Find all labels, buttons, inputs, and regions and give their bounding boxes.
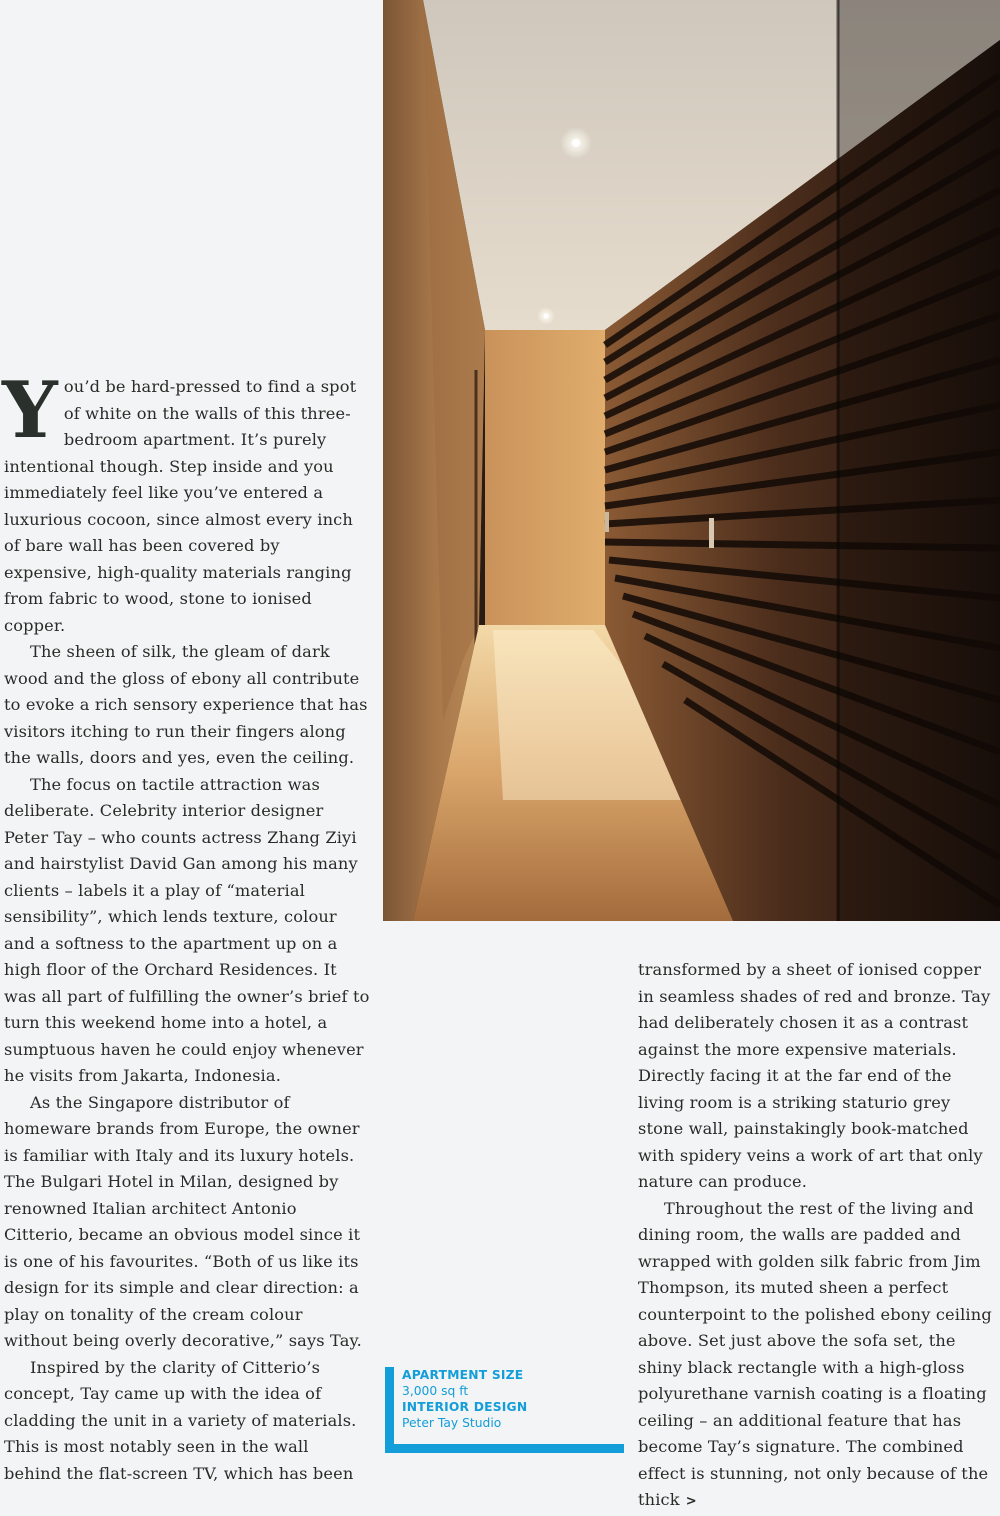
article-column-right	[638, 957, 1000, 1516]
apartment-size-value: 3,000 sq ft	[402, 1384, 469, 1398]
interior-design-value: Peter Tay Studio	[402, 1416, 502, 1430]
paragraph-1-text: ou’d be hard-pressed to find a spot of white on the walls of this three-bedroom apartment. It’s purely intentional though. Step inside and you immediately feel like you’ve entered a luxurious cocoon, since almost every inch of bare wall has been covered by expensive, high-quality materials ranging from fabric to wood, stone to ionised copper.	[4, 377, 357, 635]
door-handle	[709, 518, 714, 548]
paragraph-7	[638, 1196, 1000, 1516]
drop-cap: Y	[2, 365, 58, 456]
project-info-box	[385, 1367, 624, 1453]
paragraph-6: transformed by a sheet of ionised copper in seamless shades of red and bronze. Tay had deliberately chosen it as a contrast against the more expensive materials. Directly facing it at the far end of the living room is a striking staturio grey stone wall, painstakingly book-matched with spidery veins a work of art that only nature can produce.	[638, 960, 991, 1191]
info-box-text	[402, 1367, 527, 1431]
corridor-photo	[383, 0, 1000, 921]
paragraph-7-text: Throughout the rest of the living and dining room, the walls are padded and wrapped with golden silk fabric from Jim Thompson, its muted sheen a perfect counterpoint to the polished ebony ceiling above. Set just above the sofa set, the shiny black rectangle with a high-gloss polyurethane varnish coating is a floating ceiling – an additional feature that has become Tay’s signature. The combined effect is stunning, not only because of the thick	[638, 1198, 992, 1509]
info-box-accent-base	[385, 1444, 624, 1453]
paragraph-5: Inspired by the clarity of Citterio’s concept, Tay came up with the idea of cladding the unit in a variety of materials. This is most notably seen in the wall behind the flat-screen TV, which has been	[4, 1357, 357, 1483]
paragraph-3: The focus on tactile attraction was deliberate. Celebrity interior designer Peter Tay – who counts actress Zhang Ziyi and hairstylist David Gan among his many clients – labels it a play of “material sensibility”, which lends texture, colour and a softness to the apartment up on a high floor of the Orchard Residences. It was all part of fulfilling the owner’s brief to turn this weekend home into a hotel, a sumptuous haven he could enjoy whenever he visits from Jakarta, Indonesia.	[4, 774, 370, 1085]
corridor-illustration	[383, 0, 1000, 921]
info-box-accent-bar	[385, 1367, 394, 1453]
paragraph-4: As the Singapore distributor of homeware brands from Europe, the owner is familiar with Italy and its luxury hotels. The Bulgari Hotel in Milan, designed by renowned Italian architect Antonio Citterio, became an obvious model since it is one of his favourites. “Both of us like its design for its simple and clear direction: a play on tonality of the cream colour without being overly decorative,” says Tay.	[4, 1092, 362, 1350]
continue-arrow-icon: >	[685, 1494, 697, 1509]
interior-design-label: INTERIOR DESIGN	[402, 1400, 528, 1414]
paragraph-1	[2, 365, 370, 639]
article-column-left	[2, 365, 370, 1487]
paragraph-2: The sheen of silk, the gleam of dark wood and the gloss of ebony all contribute to evoke a rich sensory experience that has visitors itching to run their fingers along the walls, doors and yes, even the ceiling.	[4, 642, 368, 767]
apartment-size-label: APARTMENT SIZE	[402, 1368, 524, 1382]
